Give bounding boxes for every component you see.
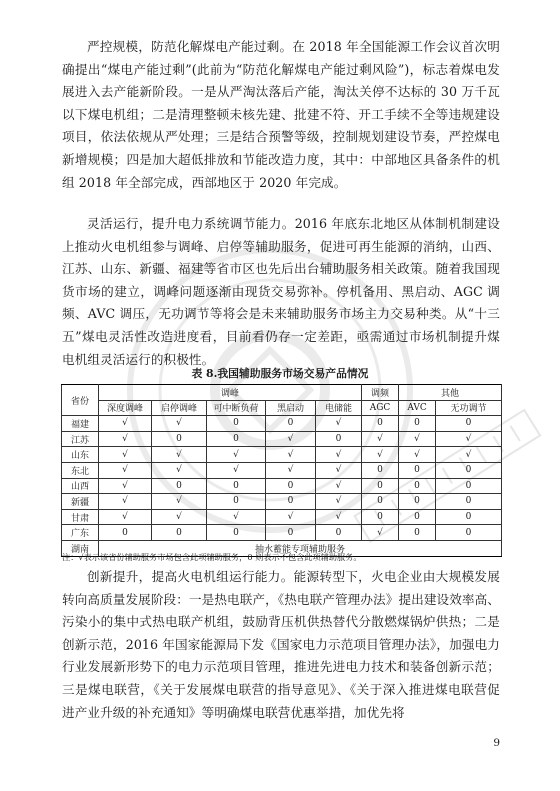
table-cell: 0	[362, 462, 399, 478]
merged-cell: 抽水蓄能专项辅助服务	[99, 540, 502, 556]
table-row	[62, 462, 502, 478]
table-cell: 0	[436, 416, 502, 432]
table-cell: √	[99, 509, 152, 525]
table-cell: √	[362, 525, 399, 541]
table-cell: 0	[316, 431, 362, 447]
table-cell: √	[316, 462, 362, 478]
column-header: 黑启动	[266, 400, 316, 416]
paragraph-innovation: 创新提升，提高火电机组运行能力。能源转型下，火电企业由大规模发展转向高质量发展阶段：一是热电联产，《热电联产管理办法》提出建设效率高、污染小的集中式热电联产机组，鼓励背压机供热替代分散燃煤锅炉供热；二是创新示范，2016 年国家能源局下发《国家电力示范项目管理办法》，加强电力行业发展新形势下的电力示范项目管理，推进先进电力技术和装备创新示范；三是煤电联营，《关于发展煤电联营的指导意见》、《关于深入推进煤电联营促进产业升级的补充通知》等明确煤电联营优惠举措，加优先将	[62, 569, 500, 720]
column-header: AVC	[399, 400, 436, 416]
table-row	[62, 416, 502, 432]
table-row	[62, 431, 502, 447]
table-row	[62, 509, 502, 525]
table-cell: √	[207, 509, 266, 525]
table-cell: 0	[152, 525, 207, 541]
row-header-province: 新疆	[62, 494, 99, 510]
table-cell: 0	[399, 525, 436, 541]
table-cell: √	[152, 509, 207, 525]
table-cell: √	[152, 447, 207, 463]
table-cell: 0	[399, 462, 436, 478]
table-cell: 0	[436, 494, 502, 510]
column-header: 可中断负荷	[207, 400, 266, 416]
table-cell: √	[266, 462, 316, 478]
column-header: 无功调节	[436, 400, 502, 416]
table-cell: √	[316, 494, 362, 510]
table-cell: √	[266, 431, 316, 447]
table-cell: 0	[436, 509, 502, 525]
table-cell: 0	[266, 525, 316, 541]
table-cell: 0	[362, 494, 399, 510]
table-caption: 表 8.我国辅助服务市场交易产品情况	[191, 367, 369, 380]
table-cell: √	[99, 462, 152, 478]
ancillary-services-table	[61, 384, 502, 557]
table-cell: √	[362, 447, 399, 463]
row-header-province: 广东	[62, 525, 99, 541]
table-cell: 0	[207, 478, 266, 494]
paragraph-flexible-operation: 灵活运行，提升电力系统调节能力。2016 年底东北地区从体制机制建设上推动火电机组参与调峰、启停等辅助服务，促进可再生能源的消纳，山西、江苏、山东、新疆、福建等省市区也先后出台辅助服务相关政策。随着我国现货市场的建立，调峰问题逐渐由现货交易弥补。停机备用、黑启动、AGC 调频、AVC 调压，无功调节等将会是未来辅助服务市场主力交易种类。从“十三五”煤电灵活性改造进度看，目前看仍存一定差距，亟需通过市场机制提升煤电机组灵活运行的积极性。	[62, 216, 500, 367]
table-cell: √	[436, 431, 502, 447]
table-cell: √	[316, 509, 362, 525]
table-cell: 0	[362, 416, 399, 432]
table-cell: 0	[362, 478, 399, 494]
table-cell: 0	[316, 525, 362, 541]
column-header: AGC	[362, 400, 399, 416]
table-cell: √	[316, 416, 362, 432]
column-header: 启停调峰	[152, 400, 207, 416]
table-cell: √	[152, 416, 207, 432]
table-cell: √	[399, 431, 436, 447]
table-row	[62, 447, 502, 463]
table-row	[62, 494, 502, 510]
table-cell: 0	[399, 478, 436, 494]
group-header-other: 其他	[399, 385, 502, 401]
table-cell: √	[399, 447, 436, 463]
row-header-province: 甘肃	[62, 509, 99, 525]
table-cell: √	[99, 494, 152, 510]
table-note: 注：√表示该省份辅助服务市场包含此项辅助服务，0 则表示不包含此项辅助服务。	[62, 552, 362, 562]
row-header-province: 江苏	[62, 431, 99, 447]
table-cell: √	[99, 431, 152, 447]
table-cell: √	[99, 447, 152, 463]
table-cell: √	[316, 447, 362, 463]
table-body	[62, 416, 502, 556]
table-cell: √	[362, 431, 399, 447]
row-header-province: 山东	[62, 447, 99, 463]
table-cell: 0	[399, 494, 436, 510]
table-row	[62, 525, 502, 541]
table-cell: 0	[266, 478, 316, 494]
row-header-province: 东北	[62, 462, 99, 478]
row-header-province: 福建	[62, 416, 99, 432]
table-cell: √	[266, 447, 316, 463]
group-header-peak-shaving: 调峰	[99, 385, 362, 401]
table-cell: 0	[207, 494, 266, 510]
table-cell: 0	[152, 431, 207, 447]
table-cell: 0	[436, 478, 502, 494]
table-cell: 0	[152, 478, 207, 494]
row-header-province: 山西	[62, 478, 99, 494]
table-cell: 0	[362, 509, 399, 525]
table-cell: 0	[436, 462, 502, 478]
table-cell: 0	[399, 416, 436, 432]
page-number: 9	[493, 737, 500, 749]
table-cell: √	[316, 478, 362, 494]
row-header-province: 湖南	[62, 540, 99, 556]
table-cell: √	[99, 478, 152, 494]
group-header-frequency-regulation: 调频	[362, 385, 399, 401]
table-cell: √	[207, 447, 266, 463]
table-cell: √	[99, 416, 152, 432]
table-cell: √	[436, 447, 502, 463]
table-cell: √	[207, 462, 266, 478]
table-cell: √	[152, 494, 207, 510]
table-cell: 0	[266, 494, 316, 510]
table-cell: 0	[266, 416, 316, 432]
table-cell: 0	[436, 525, 502, 541]
table-cell: 0	[207, 525, 266, 541]
column-header-province: 省份	[62, 385, 99, 416]
table-cell: 0	[207, 416, 266, 432]
column-header: 深度调峰	[99, 400, 152, 416]
column-header: 电储能	[316, 400, 362, 416]
table-cell: √	[152, 462, 207, 478]
table-cell: 0	[399, 509, 436, 525]
paragraph-scale-control: 严控规模，防范化解煤电产能过剩。在 2018 年全国能源工作会议首次明确提出“煤电产能过剩”(此前为“防范化解煤电产能过剩风险”)，标志着煤电发展进入去产能新阶段。一是从严淘汰落后产能，淘汰关停不达标的 30 万千瓦以下煤电机组；二是清理整顿未核先建、批建不符、开工手续不全等违规建设项目，依法依规从严处理；三是结合预警等级，控制规划建设节奏，严控煤电新增规模；四是加大超低排放和节能改造力度，其中：中部地区具备条件的机组 2018 年全部完成，西部地区于 2020 年完成。	[62, 39, 500, 190]
table-cell: 0	[99, 525, 152, 541]
table-cell: 0	[207, 431, 266, 447]
table-cell: √	[266, 509, 316, 525]
table-row	[62, 478, 502, 494]
